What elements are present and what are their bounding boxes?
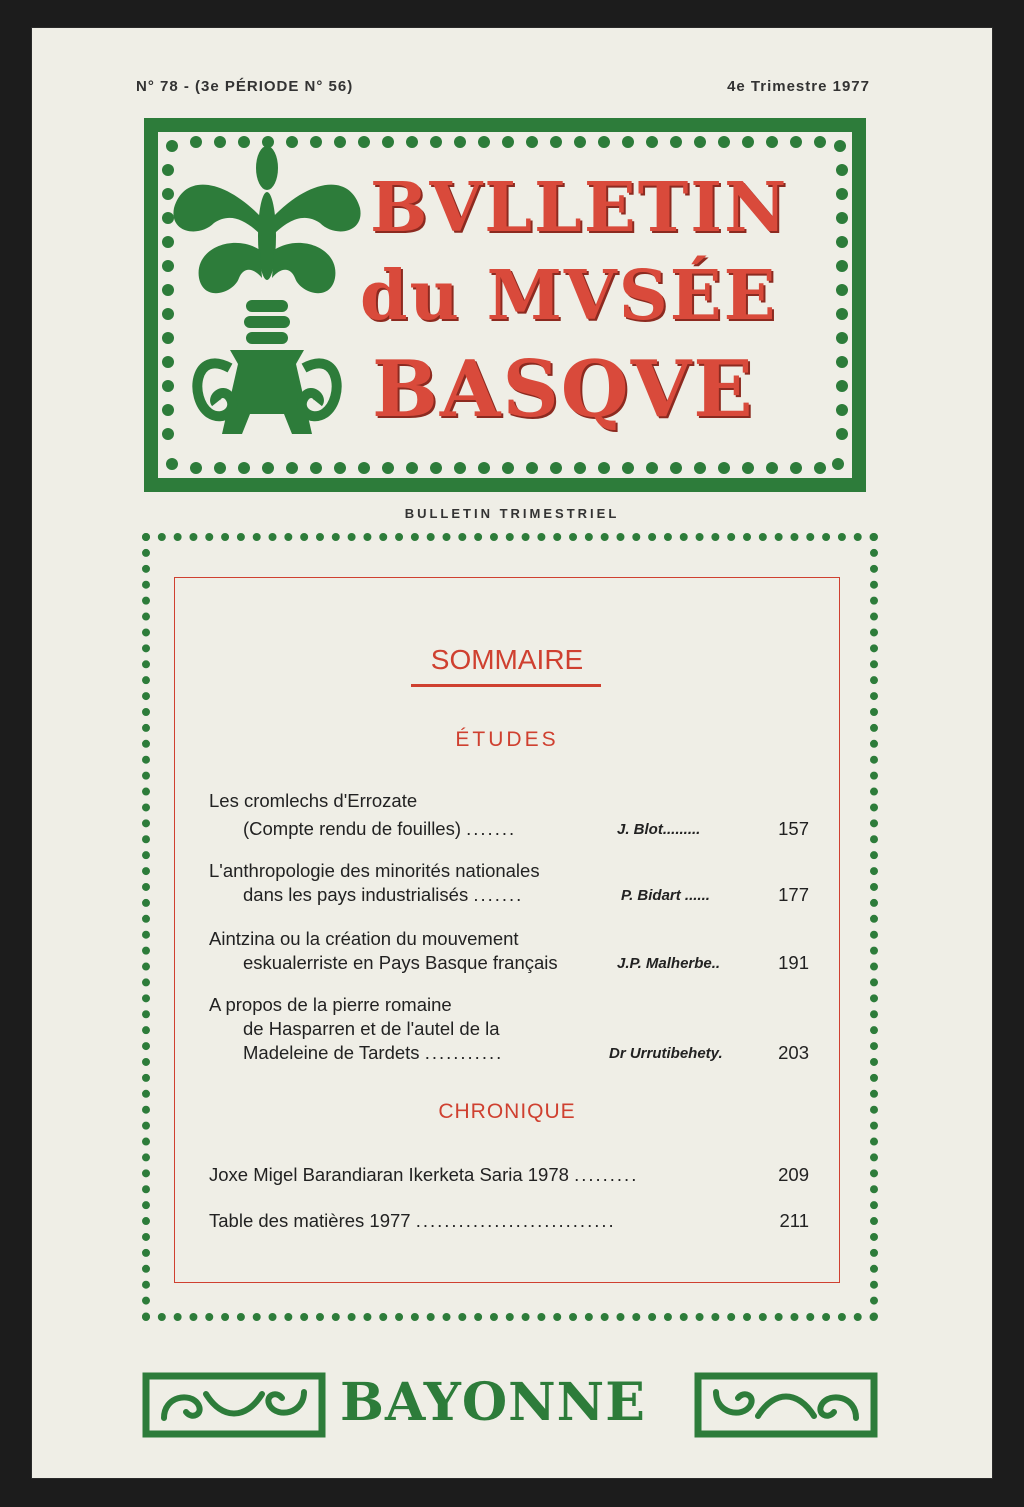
quarter-date: 4e Trimestre 1977 [727, 78, 870, 95]
city-name: BAYONNE [340, 1372, 646, 1433]
leader-dots: ........... [424, 1042, 504, 1063]
article-2-subtitle: dans les pays industrialisés [243, 884, 469, 905]
article-3-author: J.P. Malherbe.. [617, 955, 721, 972]
article-4-page: 203 [778, 1042, 809, 1063]
article-3-line2: eskualerriste en Pays Basque français [243, 952, 558, 973]
issue-number: N° 78 - (3e PÉRIODE N° 56) [136, 78, 354, 95]
chronique-2-page: 211 [779, 1210, 809, 1231]
chronique-2 [209, 1210, 616, 1232]
table-of-contents [174, 577, 840, 1283]
leader-dots: ......... [574, 1164, 639, 1185]
article-1-author: J. Blot......... [617, 821, 701, 838]
bulletin-subtitle: BULLETIN TRIMESTRIEL [404, 506, 620, 521]
masthead-title-line1: BVLLETIN [370, 168, 789, 248]
chronique-1-title: Joxe Migel Barandiaran Ikerketa Saria 1978 [209, 1164, 569, 1185]
masthead-banner [144, 118, 866, 492]
article-1-page: 157 [778, 818, 809, 839]
article-4-line3 [243, 1042, 503, 1064]
article-4-line2: de Hasparren et de l'autel de la [243, 1018, 500, 1039]
masthead-title-line2: du MVSÉE [360, 256, 778, 336]
article-4-author: Dr Urrutibehety. [609, 1045, 723, 1062]
masthead-title-line3: BASQVE [372, 344, 755, 435]
etudes-heading: ÉTUDES [455, 728, 559, 751]
article-4-line1: A propos de la pierre romaine [209, 994, 452, 1015]
chronique-1-page: 209 [778, 1164, 809, 1185]
sommaire-title: SOMMAIRE [430, 644, 584, 675]
article-4-subtitle: Madeleine de Tardets [243, 1042, 420, 1063]
chronique-heading: CHRONIQUE [438, 1100, 576, 1123]
article-1-line2 [243, 818, 516, 840]
article-2-line1: L'anthropologie des minorités nationales [209, 860, 540, 881]
article-2-page: 177 [778, 884, 809, 905]
article-2-line2 [243, 884, 523, 906]
footer-bayonne [142, 1370, 878, 1440]
article-3-page: 191 [778, 952, 809, 973]
chronique-1 [209, 1164, 638, 1186]
leader-dots: ............................ [415, 1210, 616, 1231]
chronique-2-title: Table des matières 1977 [209, 1210, 411, 1231]
bulletin-cover [32, 28, 992, 1478]
article-1-subtitle: (Compte rendu de fouilles) [243, 818, 461, 839]
sommaire-underline [411, 684, 601, 687]
article-1-line1: Les cromlechs d'Errozate [209, 790, 418, 811]
article-2-author: P. Bidart ...... [621, 887, 710, 904]
leader-dots: ....... [473, 884, 524, 905]
leader-dots: ....... [466, 818, 517, 839]
article-3-line1: Aintzina ou la création du mouvement [209, 928, 519, 949]
